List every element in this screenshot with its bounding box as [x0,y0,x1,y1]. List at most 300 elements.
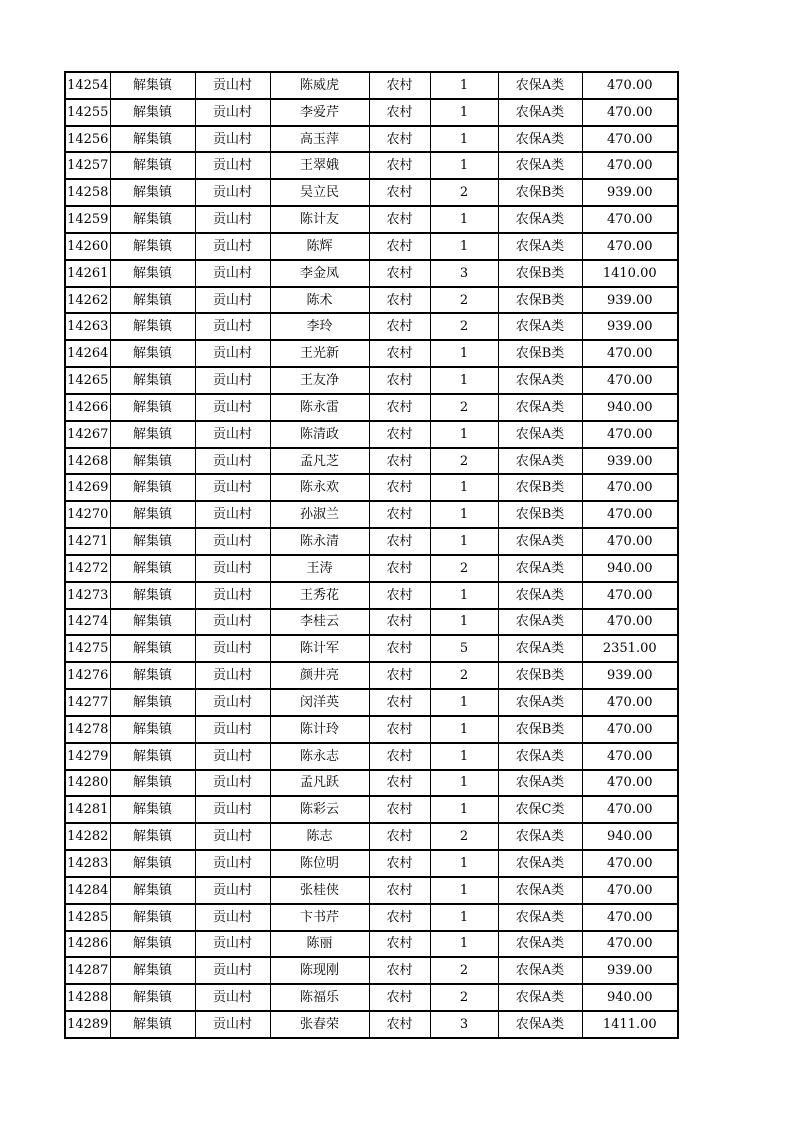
cell-serial-number: 14267 [65,421,110,448]
cell-household-type: 农村 [369,152,430,179]
cell-person-name: 王涛 [270,555,369,582]
cell-insurance-category: 农保B类 [498,716,582,743]
cell-serial-number: 14289 [65,1011,110,1038]
table-row [65,367,678,394]
cell-insurance-category: 农保B类 [498,662,582,689]
cell-village: 贡山村 [195,957,270,984]
cell-town: 解集镇 [110,152,195,179]
cell-serial-number: 14259 [65,206,110,233]
table-row [65,609,678,636]
cell-serial-number: 14284 [65,877,110,904]
cell-insurance-category: 农保C类 [498,796,582,823]
cell-village: 贡山村 [195,179,270,206]
table-row [65,850,678,877]
cell-insurance-category: 农保A类 [498,904,582,931]
cell-person-name: 王秀花 [270,582,369,609]
cell-household-type: 农村 [369,367,430,394]
cell-serial-number: 14280 [65,770,110,797]
cell-serial-number: 14274 [65,609,110,636]
cell-person-count: 3 [430,1011,498,1038]
cell-serial-number: 14273 [65,582,110,609]
cell-household-type: 农村 [369,313,430,340]
cell-town: 解集镇 [110,394,195,421]
table-row [65,823,678,850]
cell-household-type: 农村 [369,931,430,958]
cell-household-type: 农村 [369,394,430,421]
cell-amount: 470.00 [582,582,678,609]
cell-town: 解集镇 [110,421,195,448]
cell-insurance-category: 农保A类 [498,984,582,1011]
cell-village: 贡山村 [195,716,270,743]
cell-person-name: 陈术 [270,287,369,314]
cell-person-count: 2 [430,313,498,340]
cell-person-name: 张春荣 [270,1011,369,1038]
cell-household-type: 农村 [369,877,430,904]
cell-person-count: 1 [430,206,498,233]
cell-village: 贡山村 [195,582,270,609]
cell-insurance-category: 农保A类 [498,206,582,233]
cell-town: 解集镇 [110,984,195,1011]
cell-person-name: 陈清政 [270,421,369,448]
cell-town: 解集镇 [110,609,195,636]
cell-person-count: 5 [430,635,498,662]
cell-person-count: 2 [430,984,498,1011]
cell-person-count: 1 [430,474,498,501]
cell-serial-number: 14272 [65,555,110,582]
cell-person-count: 1 [430,367,498,394]
cell-amount: 940.00 [582,984,678,1011]
cell-village: 贡山村 [195,206,270,233]
cell-person-name: 孙淑兰 [270,501,369,528]
table-row [65,716,678,743]
cell-person-count: 2 [430,287,498,314]
cell-amount: 470.00 [582,126,678,153]
cell-village: 贡山村 [195,152,270,179]
cell-amount: 470.00 [582,850,678,877]
table-row [65,152,678,179]
cell-town: 解集镇 [110,582,195,609]
cell-person-name: 陈计友 [270,206,369,233]
table-row [65,770,678,797]
cell-person-count: 1 [430,126,498,153]
cell-village: 贡山村 [195,367,270,394]
cell-serial-number: 14254 [65,72,110,99]
cell-village: 贡山村 [195,850,270,877]
cell-insurance-category: 农保A类 [498,877,582,904]
cell-person-name: 陈福乐 [270,984,369,1011]
cell-person-name: 卞书芹 [270,904,369,931]
cell-person-count: 1 [430,904,498,931]
cell-town: 解集镇 [110,716,195,743]
cell-person-count: 2 [430,823,498,850]
cell-amount: 470.00 [582,474,678,501]
cell-person-name: 吴立民 [270,179,369,206]
cell-town: 解集镇 [110,823,195,850]
cell-amount: 470.00 [582,796,678,823]
table-row [65,99,678,126]
cell-serial-number: 14257 [65,152,110,179]
cell-insurance-category: 农保A类 [498,233,582,260]
table-row [65,555,678,582]
table-row [65,984,678,1011]
cell-person-count: 3 [430,260,498,287]
cell-household-type: 农村 [369,528,430,555]
cell-town: 解集镇 [110,501,195,528]
cell-town: 解集镇 [110,931,195,958]
cell-person-count: 2 [430,957,498,984]
table-row [65,421,678,448]
cell-serial-number: 14258 [65,179,110,206]
table-row [65,957,678,984]
cell-insurance-category: 农保A类 [498,555,582,582]
table-row [65,260,678,287]
cell-person-name: 李桂云 [270,609,369,636]
cell-village: 贡山村 [195,1011,270,1038]
cell-person-name: 王光新 [270,340,369,367]
cell-amount: 939.00 [582,179,678,206]
cell-household-type: 农村 [369,716,430,743]
cell-person-count: 1 [430,931,498,958]
cell-person-name: 陈永志 [270,743,369,770]
cell-town: 解集镇 [110,528,195,555]
cell-town: 解集镇 [110,126,195,153]
table-row [65,1011,678,1038]
cell-insurance-category: 农保B类 [498,340,582,367]
table-row [65,233,678,260]
cell-village: 贡山村 [195,394,270,421]
cell-town: 解集镇 [110,635,195,662]
table-row [65,448,678,475]
cell-village: 贡山村 [195,126,270,153]
table-row [65,743,678,770]
table-row [65,796,678,823]
cell-amount: 470.00 [582,367,678,394]
cell-serial-number: 14268 [65,448,110,475]
table-row [65,179,678,206]
cell-town: 解集镇 [110,474,195,501]
cell-household-type: 农村 [369,662,430,689]
cell-person-name: 王翠娥 [270,152,369,179]
cell-household-type: 农村 [369,287,430,314]
cell-serial-number: 14261 [65,260,110,287]
cell-amount: 470.00 [582,770,678,797]
cell-person-count: 1 [430,582,498,609]
cell-village: 贡山村 [195,421,270,448]
cell-household-type: 农村 [369,448,430,475]
cell-person-name: 陈永欢 [270,474,369,501]
cell-town: 解集镇 [110,367,195,394]
cell-amount: 470.00 [582,743,678,770]
cell-household-type: 农村 [369,823,430,850]
table-row [65,340,678,367]
cell-person-count: 1 [430,233,498,260]
cell-town: 解集镇 [110,850,195,877]
cell-amount: 2351.00 [582,635,678,662]
cell-insurance-category: 农保A类 [498,421,582,448]
cell-household-type: 农村 [369,340,430,367]
cell-person-count: 1 [430,850,498,877]
cell-insurance-category: 农保B类 [498,287,582,314]
cell-serial-number: 14264 [65,340,110,367]
cell-person-count: 1 [430,72,498,99]
cell-town: 解集镇 [110,72,195,99]
cell-person-name: 陈现刚 [270,957,369,984]
cell-amount: 470.00 [582,931,678,958]
cell-household-type: 农村 [369,126,430,153]
cell-household-type: 农村 [369,99,430,126]
cell-person-count: 2 [430,394,498,421]
cell-insurance-category: 农保A类 [498,126,582,153]
cell-insurance-category: 农保B类 [498,260,582,287]
cell-person-count: 1 [430,743,498,770]
cell-household-type: 农村 [369,1011,430,1038]
cell-amount: 939.00 [582,448,678,475]
cell-amount: 470.00 [582,716,678,743]
cell-town: 解集镇 [110,743,195,770]
table-row [65,635,678,662]
cell-serial-number: 14276 [65,662,110,689]
cell-village: 贡山村 [195,931,270,958]
cell-serial-number: 14277 [65,689,110,716]
cell-town: 解集镇 [110,179,195,206]
cell-household-type: 农村 [369,796,430,823]
cell-village: 贡山村 [195,823,270,850]
cell-amount: 1410.00 [582,260,678,287]
cell-village: 贡山村 [195,796,270,823]
cell-town: 解集镇 [110,287,195,314]
cell-insurance-category: 农保A类 [498,582,582,609]
cell-person-name: 陈计军 [270,635,369,662]
cell-village: 贡山村 [195,662,270,689]
table-row [65,206,678,233]
cell-town: 解集镇 [110,260,195,287]
cell-amount: 940.00 [582,394,678,421]
cell-village: 贡山村 [195,474,270,501]
cell-town: 解集镇 [110,689,195,716]
cell-person-name: 陈丽 [270,931,369,958]
cell-person-count: 1 [430,609,498,636]
cell-amount: 939.00 [582,313,678,340]
cell-person-count: 1 [430,770,498,797]
cell-serial-number: 14266 [65,394,110,421]
cell-insurance-category: 农保B类 [498,179,582,206]
cell-person-name: 孟凡跃 [270,770,369,797]
table-row [65,582,678,609]
cell-person-name: 陈志 [270,823,369,850]
cell-village: 贡山村 [195,877,270,904]
cell-person-count: 1 [430,340,498,367]
cell-household-type: 农村 [369,555,430,582]
cell-household-type: 农村 [369,743,430,770]
cell-person-count: 1 [430,689,498,716]
cell-amount: 940.00 [582,555,678,582]
cell-town: 解集镇 [110,957,195,984]
table-body [65,72,678,1038]
table-row [65,501,678,528]
cell-household-type: 农村 [369,984,430,1011]
cell-person-name: 李玲 [270,313,369,340]
cell-person-name: 陈位明 [270,850,369,877]
cell-household-type: 农村 [369,689,430,716]
cell-person-name: 陈辉 [270,233,369,260]
cell-town: 解集镇 [110,1011,195,1038]
cell-insurance-category: 农保A类 [498,850,582,877]
cell-village: 贡山村 [195,609,270,636]
cell-amount: 470.00 [582,152,678,179]
cell-amount: 1411.00 [582,1011,678,1038]
cell-town: 解集镇 [110,662,195,689]
cell-insurance-category: 农保A类 [498,99,582,126]
cell-village: 贡山村 [195,635,270,662]
cell-person-name: 颜井亮 [270,662,369,689]
cell-town: 解集镇 [110,877,195,904]
cell-village: 贡山村 [195,689,270,716]
cell-person-count: 1 [430,99,498,126]
cell-insurance-category: 农保A类 [498,448,582,475]
cell-insurance-category: 农保A类 [498,743,582,770]
cell-person-count: 1 [430,501,498,528]
table-row [65,474,678,501]
cell-village: 贡山村 [195,448,270,475]
cell-village: 贡山村 [195,501,270,528]
cell-person-count: 1 [430,796,498,823]
cell-insurance-category: 农保A类 [498,770,582,797]
cell-household-type: 农村 [369,206,430,233]
cell-village: 贡山村 [195,743,270,770]
cell-person-name: 李爱芹 [270,99,369,126]
cell-person-name: 李金凤 [270,260,369,287]
cell-insurance-category: 农保A类 [498,957,582,984]
cell-household-type: 农村 [369,904,430,931]
table-row [65,313,678,340]
cell-village: 贡山村 [195,770,270,797]
cell-serial-number: 14282 [65,823,110,850]
cell-household-type: 农村 [369,72,430,99]
cell-serial-number: 14255 [65,99,110,126]
cell-town: 解集镇 [110,448,195,475]
cell-insurance-category: 农保A类 [498,689,582,716]
cell-insurance-category: 农保A类 [498,1011,582,1038]
cell-serial-number: 14265 [65,367,110,394]
cell-serial-number: 14278 [65,716,110,743]
cell-person-name: 陈彩云 [270,796,369,823]
cell-insurance-category: 农保A类 [498,72,582,99]
cell-amount: 470.00 [582,501,678,528]
cell-amount: 470.00 [582,72,678,99]
cell-person-name: 孟凡芝 [270,448,369,475]
cell-person-name: 陈永清 [270,528,369,555]
cell-person-name: 张桂侠 [270,877,369,904]
cell-household-type: 农村 [369,770,430,797]
cell-amount: 939.00 [582,662,678,689]
cell-household-type: 农村 [369,850,430,877]
cell-village: 贡山村 [195,260,270,287]
table-row [65,662,678,689]
cell-insurance-category: 农保A类 [498,635,582,662]
cell-household-type: 农村 [369,582,430,609]
cell-amount: 470.00 [582,206,678,233]
table-row [65,126,678,153]
cell-person-count: 1 [430,421,498,448]
cell-amount: 470.00 [582,609,678,636]
cell-insurance-category: 农保A类 [498,313,582,340]
cell-amount: 470.00 [582,877,678,904]
cell-household-type: 农村 [369,501,430,528]
cell-amount: 470.00 [582,528,678,555]
cell-insurance-category: 农保A类 [498,609,582,636]
cell-household-type: 农村 [369,957,430,984]
cell-town: 解集镇 [110,99,195,126]
cell-household-type: 农村 [369,233,430,260]
cell-amount: 470.00 [582,340,678,367]
table-row [65,287,678,314]
cell-serial-number: 14256 [65,126,110,153]
cell-serial-number: 14279 [65,743,110,770]
cell-amount: 939.00 [582,287,678,314]
cell-person-name: 高玉萍 [270,126,369,153]
cell-serial-number: 14263 [65,313,110,340]
cell-serial-number: 14262 [65,287,110,314]
cell-person-count: 2 [430,662,498,689]
cell-serial-number: 14281 [65,796,110,823]
cell-village: 贡山村 [195,313,270,340]
cell-village: 贡山村 [195,904,270,931]
table-row [65,877,678,904]
cell-town: 解集镇 [110,206,195,233]
cell-serial-number: 14283 [65,850,110,877]
cell-insurance-category: 农保B类 [498,501,582,528]
cell-village: 贡山村 [195,528,270,555]
table-row [65,528,678,555]
cell-serial-number: 14288 [65,984,110,1011]
cell-amount: 470.00 [582,689,678,716]
cell-insurance-category: 农保A类 [498,823,582,850]
cell-household-type: 农村 [369,179,430,206]
cell-serial-number: 14285 [65,904,110,931]
cell-village: 贡山村 [195,233,270,260]
cell-household-type: 农村 [369,635,430,662]
cell-serial-number: 14275 [65,635,110,662]
cell-serial-number: 14286 [65,931,110,958]
cell-person-name: 陈威虎 [270,72,369,99]
cell-person-name: 陈计玲 [270,716,369,743]
cell-village: 贡山村 [195,984,270,1011]
cell-serial-number: 14270 [65,501,110,528]
cell-town: 解集镇 [110,770,195,797]
cell-household-type: 农村 [369,609,430,636]
cell-amount: 940.00 [582,823,678,850]
cell-town: 解集镇 [110,555,195,582]
cell-insurance-category: 农保B类 [498,474,582,501]
cell-town: 解集镇 [110,233,195,260]
cell-serial-number: 14269 [65,474,110,501]
cell-town: 解集镇 [110,904,195,931]
pension-records-table [64,71,679,1039]
cell-household-type: 农村 [369,260,430,287]
cell-person-count: 1 [430,152,498,179]
cell-person-count: 1 [430,528,498,555]
cell-insurance-category: 农保A类 [498,931,582,958]
cell-town: 解集镇 [110,796,195,823]
cell-village: 贡山村 [195,555,270,582]
cell-insurance-category: 农保A类 [498,152,582,179]
cell-village: 贡山村 [195,99,270,126]
cell-town: 解集镇 [110,313,195,340]
table-row [65,904,678,931]
cell-person-count: 2 [430,448,498,475]
cell-insurance-category: 农保A类 [498,367,582,394]
cell-amount: 470.00 [582,233,678,260]
